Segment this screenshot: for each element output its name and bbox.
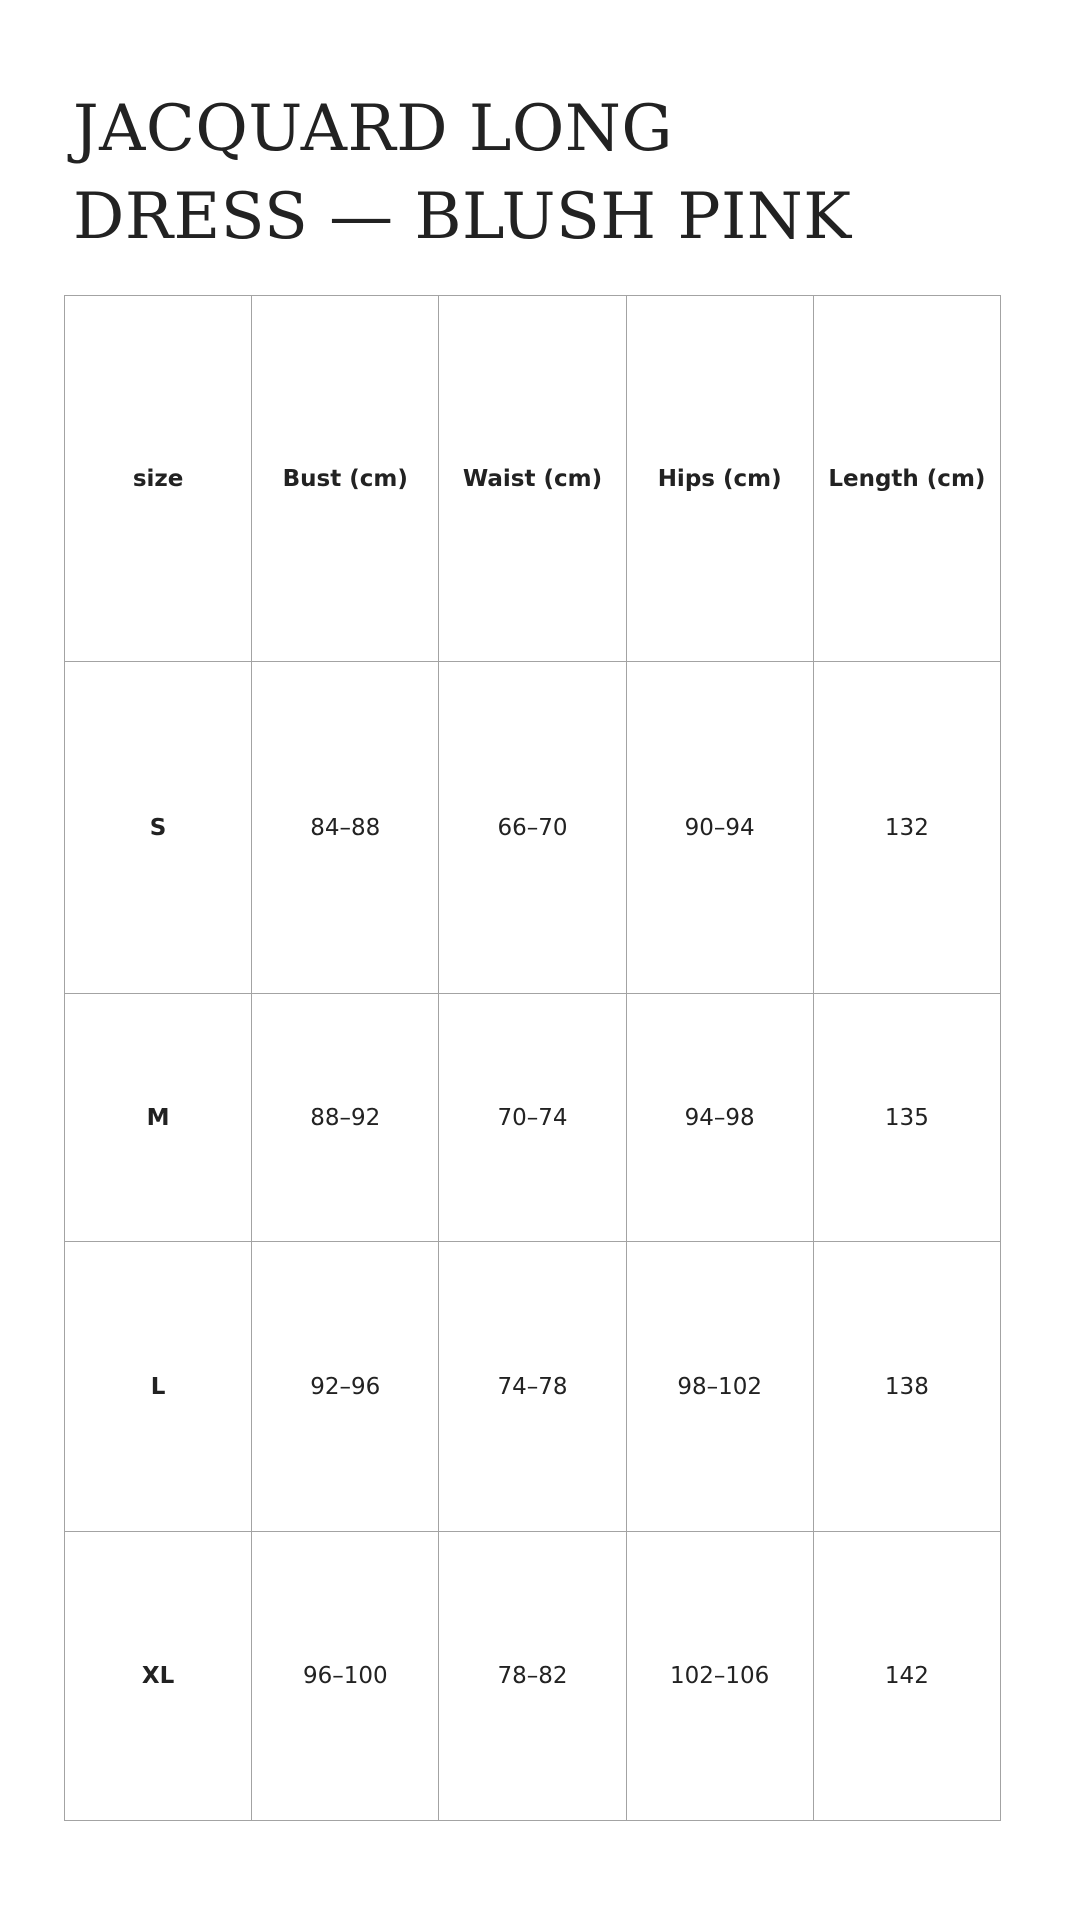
hips-cell: 94–98 [626, 994, 813, 1242]
table-row [65, 1532, 1001, 1821]
column-header-bust: Bust (cm) [252, 296, 439, 662]
size-chart-table [64, 295, 1001, 1821]
hips-cell: 102–106 [626, 1532, 813, 1821]
waist-cell: 78–82 [439, 1532, 626, 1821]
waist-cell: 70–74 [439, 994, 626, 1242]
bust-cell: 92–96 [252, 1242, 439, 1532]
table-row [65, 662, 1001, 994]
size-cell: S [65, 662, 252, 994]
page-title-line-2: DRESS — BLUSH PINK [73, 180, 852, 254]
column-header-size: size [65, 296, 252, 662]
length-cell: 138 [813, 1242, 1000, 1532]
bust-cell: 96–100 [252, 1532, 439, 1821]
table-row [65, 994, 1001, 1242]
size-cell: L [65, 1242, 252, 1532]
hips-cell: 90–94 [626, 662, 813, 994]
page-title-line-1: JACQUARD LONG [73, 92, 673, 166]
column-header-length: Length (cm) [813, 296, 1000, 662]
bust-cell: 84–88 [252, 662, 439, 994]
column-header-hips: Hips (cm) [626, 296, 813, 662]
size-cell: XL [65, 1532, 252, 1821]
page-title [73, 85, 852, 261]
bust-cell: 88–92 [252, 994, 439, 1242]
length-cell: 142 [813, 1532, 1000, 1821]
length-cell: 135 [813, 994, 1000, 1242]
size-cell: M [65, 994, 252, 1242]
column-header-waist: Waist (cm) [439, 296, 626, 662]
waist-cell: 74–78 [439, 1242, 626, 1532]
hips-cell: 98–102 [626, 1242, 813, 1532]
table-header-row [65, 296, 1001, 662]
table-row [65, 1242, 1001, 1532]
length-cell: 132 [813, 662, 1000, 994]
waist-cell: 66–70 [439, 662, 626, 994]
